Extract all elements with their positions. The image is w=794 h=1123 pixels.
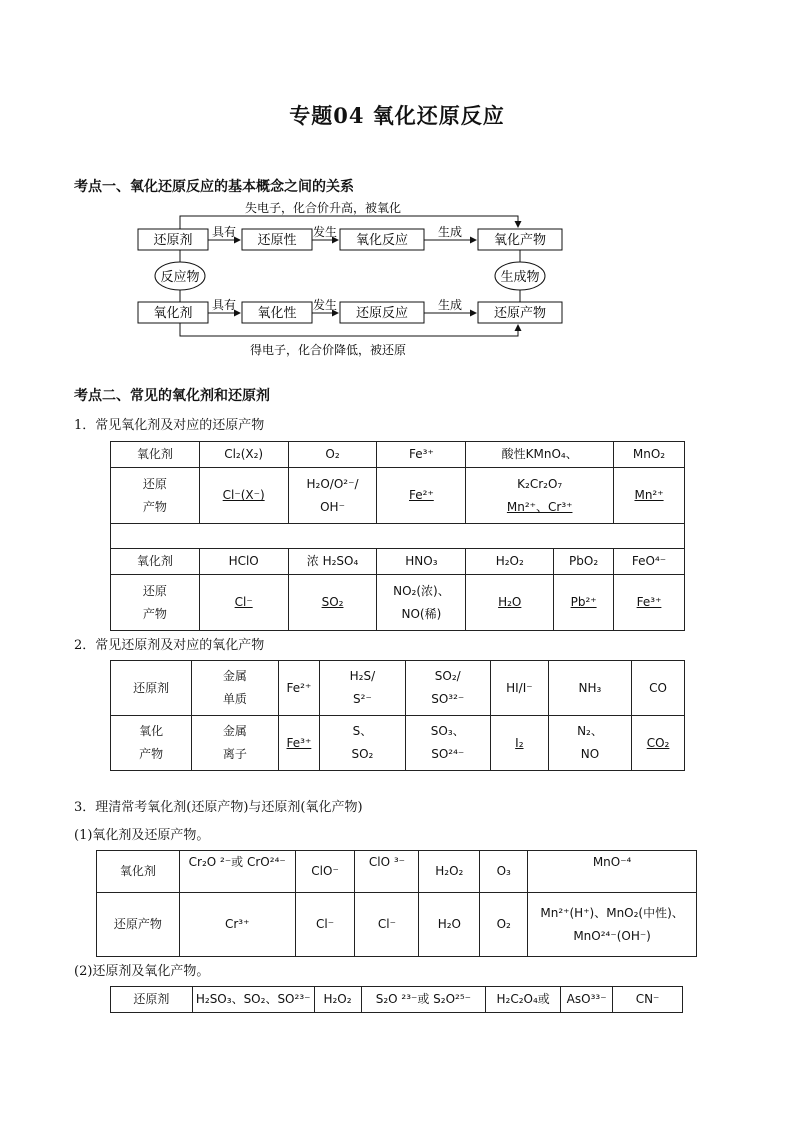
concept-diagram: [130, 196, 570, 364]
cell: SO₂: [288, 575, 377, 631]
cell: 浓 H₂SO₄: [288, 549, 377, 575]
edge-label: 具有: [211, 298, 237, 312]
box-label: 还原性: [257, 233, 297, 248]
cell: Cr₂O ²⁻或 CrO²⁴⁻: [179, 851, 295, 893]
top-arrow-label: 失电子，化合价升高，被氧化: [244, 201, 402, 215]
cell: Cr³⁺: [179, 893, 295, 957]
cell: Mn²⁺: [614, 468, 685, 524]
bottom-arrow-label: 得电子，化合价降低，被还原: [249, 343, 407, 357]
cell: SO₃、 SO²⁴⁻: [405, 716, 490, 771]
cell: H₂O: [466, 575, 554, 631]
cell: 还原产物: [97, 893, 180, 957]
cell: 氧化剂: [111, 442, 200, 468]
cell: S₂O ²³⁻或 S₂O²⁵⁻: [361, 987, 486, 1013]
cell: O₂: [288, 442, 377, 468]
subheading-1: 1．常见氧化剂及对应的还原产物: [74, 418, 265, 433]
box-label: 还原反应: [355, 306, 409, 321]
cell: K₂Cr₂O₇ Mn²⁺、Cr³⁺: [466, 468, 614, 524]
cell: O₂: [480, 893, 528, 957]
cell: Fe²⁺: [377, 468, 466, 524]
cell: HI/I⁻: [490, 661, 548, 716]
edge-label: 生成: [437, 225, 463, 239]
cell: AsO³³⁻: [561, 987, 613, 1013]
reductant-product-table: [110, 986, 683, 1013]
oxidant-product-table: [96, 850, 697, 957]
cell: CN⁻: [613, 987, 683, 1013]
cell: 还原剂: [111, 987, 193, 1013]
cell: H₂SO₃、SO₂、SO²³⁻: [192, 987, 314, 1013]
cell: H₂O₂: [466, 549, 554, 575]
cell: Fe³⁺: [278, 716, 320, 771]
box-label: 氧化性: [257, 306, 297, 321]
cell: CO: [632, 661, 685, 716]
cell: Fe³⁺: [614, 575, 685, 631]
cell: H₂O: [419, 893, 480, 957]
cell: MnO₂: [614, 442, 685, 468]
cell: 还原 产物: [111, 575, 200, 631]
subheading-2: 2．常见还原剂及对应的氧化产物: [74, 638, 265, 653]
cell: SO₂/ SO³²⁻: [405, 661, 490, 716]
oval-label: 反应物: [160, 270, 200, 285]
box-label: 还原剂: [153, 233, 193, 248]
edge-label: 发生: [312, 298, 338, 312]
page-title: 专题04 氧化还原反应: [289, 103, 505, 128]
subheading-3: 3．理清常考氧化剂(还原产物)与还原剂(氧化产物): [74, 800, 363, 815]
cell: H₂O₂: [314, 987, 361, 1013]
box-label: 氧化产物: [493, 233, 547, 248]
cell: 氧化剂: [97, 851, 180, 893]
cell: CO₂: [632, 716, 685, 771]
box-label: 氧化剂: [153, 306, 193, 321]
cell: Fe²⁺: [278, 661, 320, 716]
cell: Cl₂(X₂): [199, 442, 288, 468]
cell: H₂C₂O₄或: [486, 987, 561, 1013]
cell: 还原剂: [111, 661, 192, 716]
cell: 金属 离子: [192, 716, 278, 771]
section-2-heading: 考点二、常见的氧化剂和还原剂: [74, 388, 270, 404]
edge-label: 具有: [211, 225, 237, 239]
cell: NO₂(浓)、 NO(稀): [377, 575, 466, 631]
cell: S、 SO₂: [320, 716, 405, 771]
spacer-row: [111, 524, 685, 549]
box-label: 氧化反应: [355, 233, 409, 248]
cell: Cl⁻: [199, 575, 288, 631]
oval-label: 生成物: [500, 270, 540, 285]
cell: PbO₂: [554, 549, 614, 575]
cell: Fe³⁺: [377, 442, 466, 468]
cell: N₂、 NO: [548, 716, 631, 771]
cell: Cl⁻(X⁻): [199, 468, 288, 524]
cell: 酸性KMnO₄、: [466, 442, 614, 468]
subheading-3b: (2)还原剂及氧化产物。: [74, 964, 210, 979]
cell: ClO⁻: [295, 851, 355, 893]
cell: FeO⁴⁻: [614, 549, 685, 575]
cell: I₂: [490, 716, 548, 771]
cell: MnO⁻⁴: [528, 851, 697, 893]
bottom-arrow-line: [180, 323, 518, 336]
cell: 氧化剂: [111, 549, 200, 575]
cell: ClO ³⁻: [355, 851, 419, 893]
cell: H₂S/ S²⁻: [320, 661, 405, 716]
cell: H₂O₂: [419, 851, 480, 893]
cell: H₂O/O²⁻/ OH⁻: [288, 468, 377, 524]
subheading-3a: (1)氧化剂及还原产物。: [74, 828, 210, 843]
cell: Cl⁻: [355, 893, 419, 957]
box-label: 还原产物: [493, 306, 547, 321]
oxidant-table: [110, 441, 685, 631]
edge-label: 发生: [312, 225, 338, 239]
cell: Pb²⁺: [554, 575, 614, 631]
edge-label: 生成: [437, 298, 463, 312]
cell: HNO₃: [377, 549, 466, 575]
cell: Cl⁻: [295, 893, 355, 957]
cell: 金属 单质: [192, 661, 278, 716]
cell: 还原 产物: [111, 468, 200, 524]
cell: Mn²⁺(H⁺)、MnO₂(中性)、 MnO²⁴⁻(OH⁻): [528, 893, 697, 957]
cell: O₃: [480, 851, 528, 893]
cell: HClO: [199, 549, 288, 575]
section-1-heading: 考点一、氧化还原反应的基本概念之间的关系: [74, 179, 354, 195]
reductant-table: [110, 660, 685, 771]
cell: NH₃: [548, 661, 631, 716]
cell: 氧化 产物: [111, 716, 192, 771]
